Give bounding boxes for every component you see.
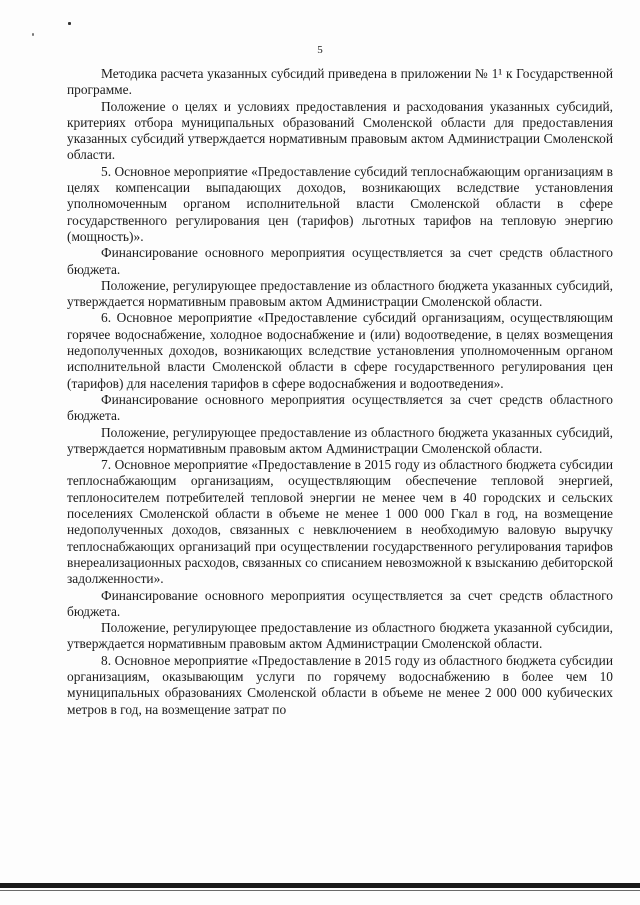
- paragraph: Положение, регулирующее предоставление из областного бюджета указанных субсидий, утверждается нормативным правовым актом Администрации Смоленской области.: [67, 424, 613, 456]
- page-number: 5: [317, 44, 323, 56]
- paragraph: Финансирование основного мероприятия осуществляется за счет средств областного бюджета.: [67, 587, 613, 619]
- scan-speck: [32, 33, 34, 36]
- scan-edge-line: [0, 883, 640, 888]
- paragraph: 7. Основное мероприятие «Предоставление в 2015 году из областного бюджета субсидии теплоснабжающим организациям, осуществляющим обеспечение тепловой энергией, теплоносителем потребителей тепловой энергии не менее чем в 40 городских и сельских поселениях Смоленской области в объеме не менее 1 000 000 Гкал в год, на возмещение недополученных доходов, связанных с невключением в необходимую валовую выручку теплоснабжающих организаций при осуществлении государственного регулирования тарифов внереализационных расходов, связанных со списанием невозможной к взысканию дебиторской задолженности».: [67, 457, 613, 587]
- paragraph: Положение о целях и условиях предоставления и расходования указанных субсидий, критериях отбора муниципальных образований Смоленской области для предоставления указанных субсидий утверждается нормативным правовым актом Администрации Смоленской области.: [67, 98, 613, 163]
- scan-speck: [68, 22, 71, 25]
- paragraph: Положение, регулирующее предоставление из областного бюджета указанной субсидии, утверждается нормативным правовым актом Администрации Смоленской области.: [67, 620, 613, 652]
- paragraph: Положение, регулирующее предоставление из областного бюджета указанных субсидий, утверждается нормативным правовым актом Администрации Смоленской области.: [67, 277, 613, 310]
- document-body: [67, 66, 613, 718]
- paragraph: 8. Основное мероприятие «Предоставление в 2015 году из областного бюджета субсидии организациям, оказывающим услуги по горячему водоснабжению в более чем 10 муниципальных образованиях Смоленской области в объеме не менее 2 000 000 кубических метров в год, на возмещение затрат по: [67, 652, 613, 717]
- scan-edge-line-thin: [0, 890, 640, 891]
- paragraph: Финансирование основного мероприятия осуществляется за счет средств областного бюджета.: [67, 245, 613, 277]
- paragraph: Финансирование основного мероприятия осуществляется за счет средств областного бюджета.: [67, 391, 613, 424]
- paragraph: 5. Основное мероприятие «Предоставление субсидий теплоснабжающим организациям в целях компенсации выпадающих доходов, возникающих вследствие установления уполномоченным органом исполнительной власти Смоленской области в сфере государственного регулирования цен (тарифов) льготных тарифов на тепловую энергию (мощность)».: [67, 163, 613, 244]
- paragraph: Методика расчета указанных субсидий приведена в приложении № 1¹ к Государственной программе.: [67, 66, 613, 98]
- paragraph: 6. Основное мероприятие «Предоставление субсидий организациям, осуществляющим горячее водоснабжение, холодное водоснабжение и (или) водоотведение, в целях возмещения недополученных доходов, возникающих вследствие установления уполномоченным органом исполнительной власти Смоленской области в сфере государственного регулирования цен (тарифов) для населения тарифов в сфере водоснабжения и водоотведения».: [67, 310, 613, 391]
